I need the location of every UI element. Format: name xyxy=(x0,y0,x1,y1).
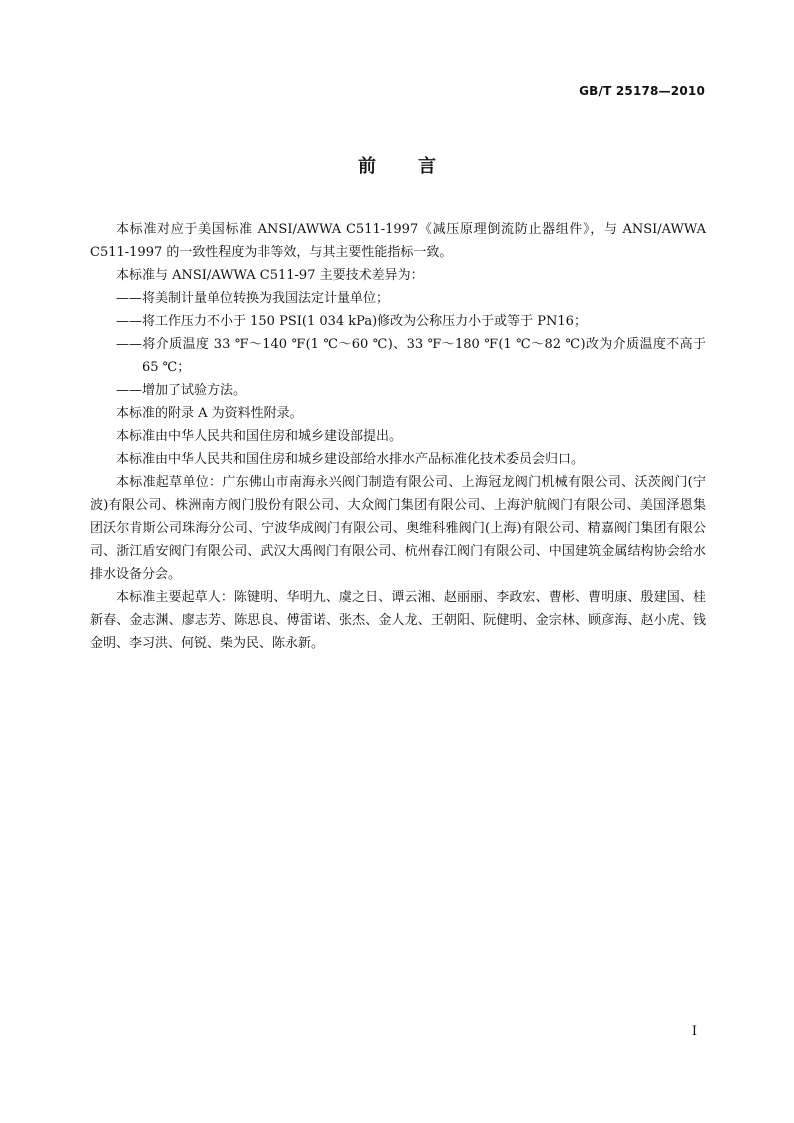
list-item xyxy=(90,333,706,379)
dash-marker: —— xyxy=(116,383,142,398)
list-item-text: 将美制计量单位转换为我国法定计量单位； xyxy=(142,291,390,306)
dash-marker: —— xyxy=(116,291,142,306)
page-number: I xyxy=(691,1024,697,1039)
list-item xyxy=(90,379,706,402)
list-item xyxy=(90,287,706,310)
paragraph-differences-intro: 本标准与 ANSI/AWWA C511-97 主要技术差异为： xyxy=(116,268,424,283)
paragraph-appendix: 本标准的附录 A 为资料性附录。 xyxy=(116,406,303,421)
list-item xyxy=(90,310,706,333)
paragraph-drafting-units: 本标准起草单位：广东佛山市南海永兴阀门制造有限公司、上海冠龙阀门机械有限公司、沃茨阀门(宁波)有限公司、株洲南方阀门股份有限公司、大众阀门集团有限公司、上海沪航阀门有限公司、美国泽恩集团沃尔肯斯公司珠海分公司、宁波华成阀门有限公司、奥维科雅阀门(上海)有限公司、精嘉阀门集团有限公司、浙江盾安阀门有限公司、武汉大禹阀门有限公司、杭州春江阀门有限公司、中国建筑金属结构协会给水排水设备分会。 xyxy=(90,475,706,582)
paragraph-administrator: 本标准由中华人民共和国住房和城乡建设部给水排水产品标准化技术委员会归口。 xyxy=(116,452,585,467)
paragraph-proposer: 本标准由中华人民共和国住房和城乡建设部提出。 xyxy=(116,429,403,444)
list-item-text: 将介质温度 33 ℉～140 ℉(1 ℃～60 ℃)、33 ℉～180 ℉(1 ℃～82 ℃)改为介质温度不高于 65 ℃； xyxy=(142,337,706,375)
paragraph-drafters: 本标准主要起草人：陈键明、华明九、虞之日、谭云湘、赵丽丽、李政宏、曹彬、曹明康、殷建国、桂新春、金志渊、廖志芳、陈思良、傅雷诺、张杰、金人龙、王朝阳、阮健明、金宗林、顾彦海、赵小虎、钱金明、李习洪、何锐、柴为民、陈永新。 xyxy=(90,590,706,651)
foreword-body xyxy=(90,218,706,655)
paragraph-correspondence: 本标准对应于美国标准 ANSI/AWWA C511-1997《减压原理倒流防止器组件》，与 ANSI/AWWA C511-1997 的一致性程度为非等效，与其主要性能指标一致。 xyxy=(90,222,706,260)
dash-marker: —— xyxy=(116,337,142,352)
list-item-text: 将工作压力不小于 150 PSI(1 034 kPa)修改为公称压力小于或等于 PN16； xyxy=(142,314,587,329)
page-title: 前言 xyxy=(358,156,478,177)
dash-marker: —— xyxy=(116,314,142,329)
standard-code: GB/T 25178—2010 xyxy=(579,84,705,98)
list-item-text: 增加了试验方法。 xyxy=(142,383,247,398)
